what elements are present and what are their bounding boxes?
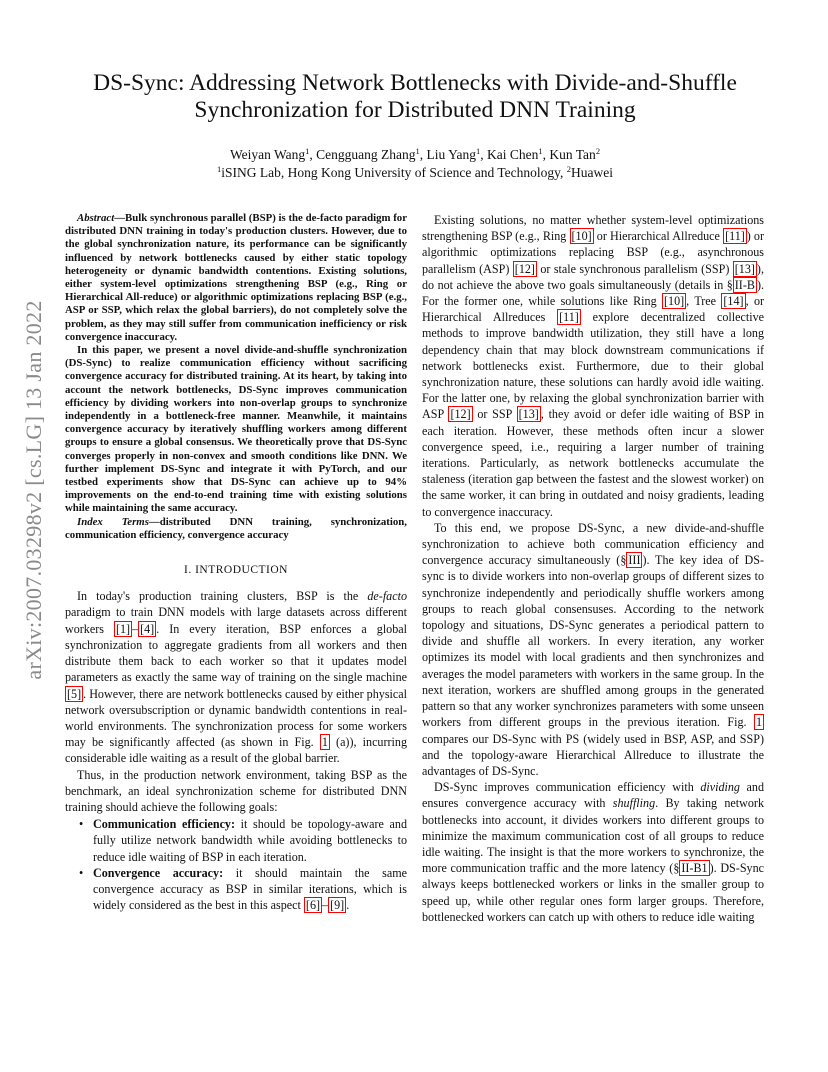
- affiliation-mark: 1: [415, 146, 420, 156]
- citation-link[interactable]: [4]: [140, 621, 155, 636]
- abstract-paragraph-1: Abstract—Bulk synchronous parallel (BSP) is the de-facto paradigm for distributed DNN training in today's production clusters. However, due to the global synchronization nature, its performance can be significantly influenced by network bottlenecks caused by either static topology heterogeneity or dynamic bandwidth contentions. Existing solutions, either system-level optimizations strengthening BSP (e.g., Ring or Hierarchical All-reduce) or algorithmic optimizations replacing BSP (e.g., ASP or SSP, which relax the global barriers), do not completely solve the problem, as they may still suffer from communication inefficiency or risk convergence inaccuracy.: [65, 212, 407, 343]
- affiliation-mark: 1: [538, 146, 543, 156]
- text-run: . However, there are network bottlenecks caused by either physical network oversubscription or dynamic bandwidth contentions in real-world environments. The synchronization process for some workers may be significantly affected (as shown in Fig.: [65, 686, 407, 750]
- text-run: compares our DS-Sync with PS (widely used in BSP, ASP, and SSP) and the topology-aware Hierarchical Allreduce to illustrate the advantages of DS-Sync.: [422, 731, 764, 778]
- text-run: ). For the former one, while solutions like Ring: [422, 277, 764, 309]
- text-run: , Tree: [686, 294, 722, 309]
- text-run: (a)), incurring considerable idle waiting as a result of the global barrier.: [65, 735, 407, 766]
- list-item: [93, 865, 407, 914]
- text-run: –: [132, 621, 139, 636]
- citation-link[interactable]: [6]: [305, 898, 321, 913]
- affiliation-mark: 1: [217, 164, 222, 174]
- goal-label: Communication efficiency:: [93, 817, 236, 832]
- text-run: ) or algorithmic optimizations replacing BSP (e.g., asynchronous parallelism (ASP): [422, 229, 765, 276]
- right-column: [422, 212, 764, 925]
- emphasis: dividing: [700, 780, 740, 795]
- right-paragraph-1: [422, 212, 764, 520]
- text-run: explore decentralized collective methods to improve bandwidth utilization, they still have a long dependency chain that may block downstream communications if network bottlenecks exist. Furthermore, due to their global synchronization nature, these solutions can hardly avoid idle waiting. For the latter one, by relaxing the global synchronization barrier with ASP: [422, 310, 764, 422]
- separator: ,: [542, 147, 550, 162]
- affiliation-mark: 1: [476, 146, 481, 156]
- arxiv-identifier-stamp: [22, 280, 46, 700]
- text-run: ). The key idea of DS-sync is to divide workers into non-overlap groups of different sizes to synchronize independently and periodically shuffle workers among groups to reach global consensuses. According to the network topology and situations, DS-Sync generates a periodical pattern to divide and shuffle all workers. In every iteration, any worker optimizes its model with local gradients and then synchronizes and averages the model parameters with workers in the same group. In the next iteration, workers are shuffled among groups in the generated pattern so that any worker synchronizes parameters with some unseen workers from different groups in the previous iteration. Fig.: [422, 553, 765, 730]
- citation-link[interactable]: [9]: [330, 898, 345, 913]
- citation-link[interactable]: [11]: [725, 229, 745, 244]
- text-run: , or Hierarchical Allreduces: [422, 294, 765, 325]
- emphasis: de-facto: [367, 589, 407, 604]
- figure-link[interactable]: 1: [321, 735, 328, 750]
- right-paragraph-2: [422, 520, 764, 779]
- separator: ,: [309, 147, 317, 162]
- citation-link[interactable]: [10]: [664, 294, 685, 309]
- text-run: or Hierarchical Allreduce: [593, 229, 724, 244]
- paper-title: [60, 70, 770, 124]
- author-list: [60, 146, 770, 163]
- text-run: . In every iteration, BSP enforces a global synchronization to aggregate gradients from all workers and then distribute them back to each worker so that it updates model parameters as exactly the same way of training on the single machine: [65, 621, 408, 685]
- citation-link[interactable]: [11]: [559, 310, 579, 325]
- author-name: Liu Yang: [426, 147, 476, 162]
- abstract-paragraph-2: In this paper, we present a novel divide-and-shuffle synchronization (DS-Sync) to realize communication efficiency without sacrificing convergence accuracy for distributed training. At its heart, by taking into account the network bottlenecks, DS-Sync improves communication efficiency by dividing workers into non-overlap groups to synchronize independently in a bottleneck-free manner. Meanwhile, it maintains convergence accuracy by iteratively shuffling workers among different groups to ensure a global consensus. We theoretically prove that DS-Sync converges properly in non-convex and smooth conditions like DNN. We further implement DS-Sync and integrate it with PyTorch, and our testbed experiments show that DS-Sync can achieve up to 94% improvements on the end-to-end training time with existing solutions while maintaining the same accuracy.: [65, 344, 407, 515]
- goals-list: [65, 816, 407, 913]
- text-run: –: [322, 898, 329, 913]
- citation-link[interactable]: [5]: [67, 686, 82, 701]
- text-run: ). DS-Sync always keeps bottlenecked workers or links in the smaller group to speed up, while other regular ones form larger groups. Therefore, bottlenecked workers can catch up with others to reduce idle waiting: [422, 861, 765, 924]
- title-line-1: DS-Sync: Addressing Network Bottlenecks with Divide-and-Shuffle: [93, 70, 737, 96]
- goal-text: it should be topology-aware and fully utilize network bandwidth while avoiding bottlenecks to reduce idle waiting of BSP in each iteration.: [93, 817, 407, 864]
- abstract-text: Bulk synchronous parallel (BSP) is the de-facto paradigm for distributed DNN training in today's production clusters. However, due to the global synchronization nature, its performance can be significantly influenced by network bottlenecks caused by either static topology heterogeneity or dynamic bandwidth contentions. Existing solutions, either system-level optimizations strengthening BSP (e.g., Ring or Hierarchical All-reduce) or algorithmic optimizations replacing BSP (e.g., ASP or SSP, which relax the global barriers), do not completely solve the problem, as they may still suffer from communication inefficiency or risk convergence inaccuracy.: [65, 212, 407, 343]
- left-column: [65, 212, 407, 913]
- index-terms-label: Index Terms: [77, 515, 149, 528]
- text-run: To this end, we propose DS-Sync, a new divide-and-shuffle synchronization to achieve both communication efficiency and convergence accuracy simultaneously (§: [422, 520, 764, 568]
- emphasis: shuffling: [612, 796, 656, 811]
- citation-link[interactable]: [1]: [115, 621, 131, 636]
- author-name: Cengguang Zhang: [316, 147, 416, 162]
- text-run: Existing solutions, no matter whether system-level optimizations strengthening BSP (e.g., Ring: [422, 213, 764, 244]
- intro-paragraph-2: Thus, in the production network environment, taking BSP as the benchmark, an ideal synchronization scheme for distributed DNN training should achieve the following goals:: [65, 767, 407, 814]
- list-item: [93, 816, 407, 865]
- text-run: paradigm to train DNN models with large datasets across different workers: [65, 605, 407, 636]
- text-run: ), do not achieve the above two goals simultaneously (details in §: [422, 261, 764, 292]
- text-run: .: [346, 898, 350, 913]
- section-link[interactable]: II-B1: [681, 861, 708, 876]
- citation-link[interactable]: [12]: [450, 407, 471, 422]
- title-line-2: Synchronization for Distributed DNN Training: [194, 97, 636, 123]
- section-heading: I. INTRODUCTION: [184, 564, 288, 577]
- text-run: DS-Sync improves communication efficiency with: [434, 780, 701, 795]
- index-terms: Index Terms—distributed DNN training, synchronization, communication efficiency, convergence accuracy: [65, 515, 407, 541]
- author-name: Kai Chen: [487, 147, 539, 162]
- affiliation-mark: 2: [595, 146, 601, 156]
- abstract: [65, 212, 407, 516]
- section-link[interactable]: II-B: [734, 277, 755, 292]
- separator: ,: [419, 147, 427, 162]
- affiliation-1: iSING Lab, Hong Kong University of Science and Technology,: [221, 165, 567, 180]
- author-name: Kun Tan: [549, 147, 596, 162]
- text-run: In today's production training clusters, BSP is the: [77, 589, 368, 604]
- affiliations: [60, 164, 770, 181]
- goal-text: it should maintain the same convergence accuracy as BSP in similar iterations, which is widely considered as the best in this aspect: [93, 865, 407, 913]
- figure-link[interactable]: 1: [755, 715, 762, 730]
- section-link[interactable]: III: [628, 553, 641, 568]
- text-run: , they avoid or defer idle waiting of BSP in each iteration. However, these methods often incur a slower convergence speed, i.e., requiring a larger number of training iterations. Particularly, as network bottlenecks accumulate the staleness (iteration gap between the fastest and the slowest worker) on the same worker, it can bring in outdated and noisy gradients, leading to convergence inaccuracy.: [422, 407, 765, 519]
- citation-link[interactable]: [14]: [723, 294, 744, 309]
- author-name: Weiyan Wang: [229, 147, 306, 162]
- citation-link[interactable]: [12]: [514, 261, 535, 276]
- arxiv-identifier: arXiv:2007.03298v2 [cs.LG] 13 Jan 2022: [21, 300, 46, 680]
- affiliation-mark: 2: [566, 164, 571, 174]
- citation-link[interactable]: [10]: [571, 229, 592, 244]
- goal-label: Convergence accuracy:: [93, 865, 224, 880]
- right-paragraph-3: [422, 779, 764, 925]
- text-run: or SSP: [472, 407, 517, 422]
- text-run: or stale synchronous parallelism (SSP): [536, 261, 733, 276]
- citation-link[interactable]: [13]: [734, 261, 755, 276]
- intro-paragraph-1: [65, 588, 407, 766]
- index-terms-text: distributed DNN training, synchronization, communication efficiency, convergence accuracy: [65, 515, 407, 541]
- affiliation-mark: 1: [305, 146, 310, 156]
- affiliation-2: Huawei: [571, 165, 613, 180]
- text-run: and ensures convergence accuracy with: [422, 780, 764, 811]
- separator: ,: [480, 147, 487, 162]
- citation-link[interactable]: [13]: [518, 407, 539, 422]
- text-run: . By taking network bottlenecks into account, it divides workers into different groups to minimize the maximum communication cost of all groups to reduce idle waiting. The insight is that the more workers to synchronize, the more communication traffic and the more latency (§: [422, 796, 764, 876]
- abstract-label: Abstract: [77, 212, 115, 224]
